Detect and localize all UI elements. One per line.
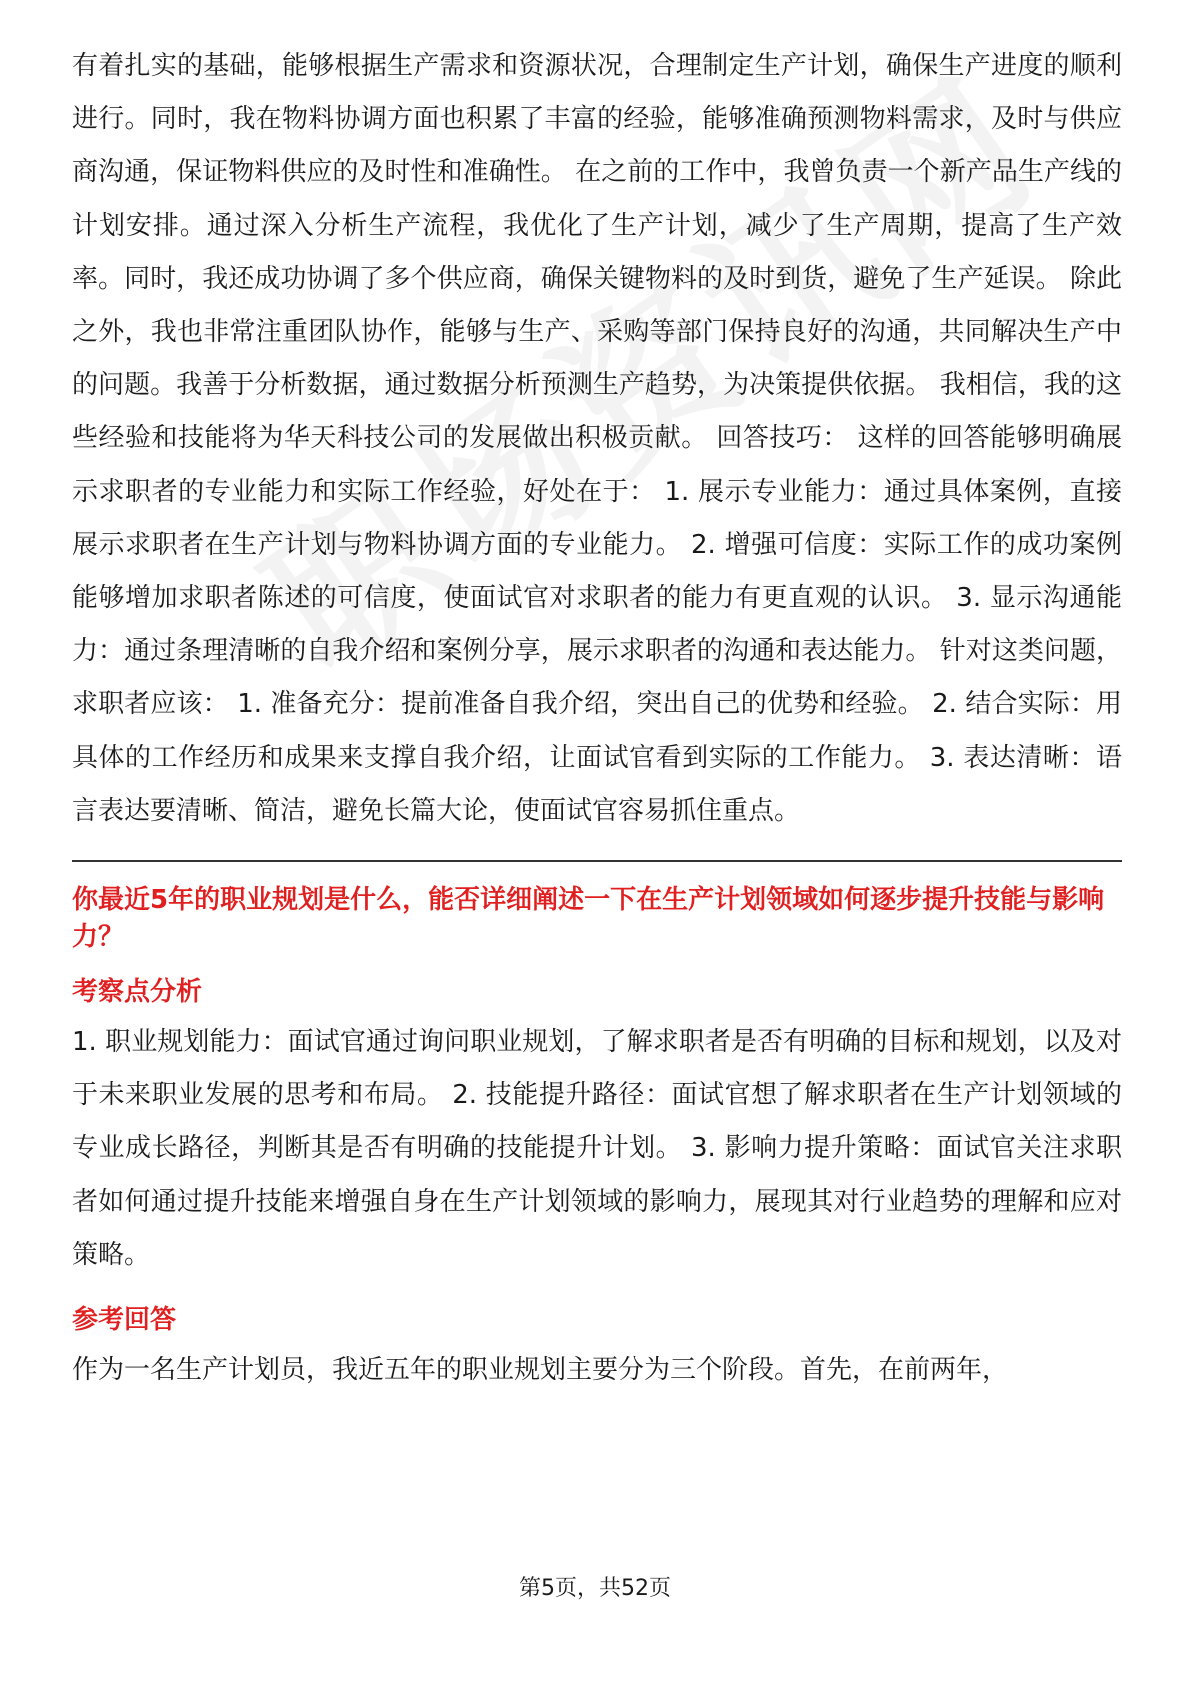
page-number: 第5页，共52页 — [519, 1576, 671, 1601]
document-page — [72, 40, 1122, 1397]
section-divider — [72, 860, 1122, 862]
continuation-paragraph: 有着扎实的基础，能够根据生产需求和资源状况，合理制定生产计划，确保生产进度的顺利进行。同时，我在物料协调方面也积累了丰富的经验，能够准确预测物料需求，及时与供应商沟通，保证物料供应的及时性和准确性。 在之前的工作中，我曾负责一个新产品生产线的计划安排。通过深入分析生产流程，我优化了生产计划，减少了生产周期，提高了生产效率。同时，我还成功协调了多个供应商，确保关键物料的及时到货，避免了生产延误。 除此之外，我也非常注重团队协作，能够与生产、采购等部门保持良好的沟通，共同解决生产中的问题。我善于分析数据，通过数据分析预测生产趋势，为决策提供依据。 我相信，我的这些经验和技能将为华天科技公司的发展做出积极贡献。 回答技巧： 这样的回答能够明确展示求职者的专业能力和实际工作经验，好处在于： 1. 展示专业能力：通过具体案例，直接展示求职者在生产计划与物料协调方面的专业能力。 2. 增强可信度：实际工作的成功案例能够增加求职者陈述的可信度，使面试官对求职者的能力有更直观的认识。 3. 显示沟通能力：通过条理清晰的自我介绍和案例分享，展示求职者的沟通和表达能力。 针对这类问题，求职者应该： 1. 准备充分：提前准备自我介绍，突出自己的优势和经验。 2. 结合实际：用具体的工作经历和成果来支撑自我介绍，让面试官看到实际的工作能力。 3. 表达清晰：语言表达要清晰、简洁，避免长篇大论，使面试官容易抓住重点。 — [72, 51, 1122, 826]
answer-paragraph: 作为一名生产计划员，我近五年的职业规划主要分为三个阶段。首先，在前两年， — [72, 1355, 1009, 1386]
analysis-heading: 考察点分析 — [72, 977, 203, 1008]
analysis-paragraph: 1. 职业规划能力：面试官通过询问职业规划，了解求职者是否有明确的目标和规划，以及对于未来职业发展的思考和布局。 2. 技能提升路径：面试官想了解求职者在生产计划领域的专业成长路径，判断其是否有明确的技能提升计划。 3. 影响力提升策略：面试官关注求职者如何通过提升技能来增强自身在生产计划领域的影响力，展现其对行业趋势的理解和应对策略。 — [72, 1027, 1122, 1270]
answer-heading: 参考回答 — [72, 1305, 177, 1336]
interview-question: 你最近5年的职业规划是什么，能否详细阐述一下在生产计划领域如何逐步提升技能与影响力？ — [72, 885, 1105, 953]
